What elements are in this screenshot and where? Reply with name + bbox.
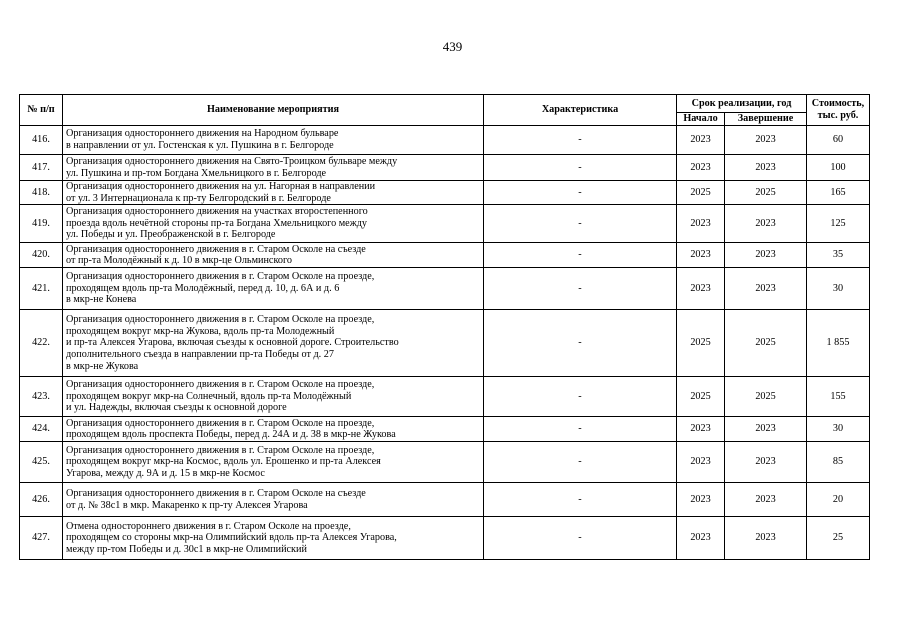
measure-name-line: проходящем вокруг мкр-на Солнечный, вдоль пр-та Молодёжный [66, 390, 352, 402]
table-row [20, 126, 870, 155]
measure-name-line: от ул. 3 Интернационала к пр-ту Белгородский в г. Белгороде [66, 192, 331, 204]
measure-name [63, 205, 484, 243]
start-year: 2023 [677, 442, 725, 483]
measure-name-line: проходящем со стороны мкр-на Олимпийский вдоль пр-та Алексея Угарова, [66, 532, 397, 544]
header-start: Начало [677, 113, 725, 126]
table-row [20, 243, 870, 268]
end-year: 2023 [725, 483, 807, 517]
measure-name [63, 417, 484, 442]
header-row [20, 95, 870, 113]
end-year: 2023 [725, 205, 807, 243]
cost-value: 30 [807, 268, 870, 310]
measure-name-line: Угарова, между д. 9А и д. 15 в мкр-не Космос [66, 467, 265, 479]
measure-name-line: проходящем вокруг мкр-на Космос, вдоль ул. Ерошенко и пр-та Алексея [66, 456, 381, 468]
row-number: 426. [20, 483, 63, 517]
measure-name-line: Организация одностороннего движения в г. Старом Осколе на проезде, [66, 271, 375, 283]
start-year: 2023 [677, 483, 725, 517]
header-name: Наименование мероприятия [63, 95, 484, 126]
measure-name-line: Организация одностороннего движения на Свято-Троицком бульваре между [66, 155, 398, 167]
characteristic: - [484, 126, 677, 155]
measure-name-line: Организация одностороннего движения в г. Старом Осколе на проезде, [66, 444, 375, 456]
measure-name [63, 442, 484, 483]
cost-value: 25 [807, 517, 870, 560]
measures-table [19, 94, 870, 560]
start-year: 2023 [677, 417, 725, 442]
cost-value: 125 [807, 205, 870, 243]
measure-name-line: Организация одностороннего движения в г. Старом Осколе на съезде [66, 243, 366, 255]
start-year: 2023 [677, 243, 725, 268]
table-row [20, 483, 870, 517]
measure-name [63, 268, 484, 310]
cost-value: 165 [807, 181, 870, 205]
characteristic: - [484, 517, 677, 560]
row-number: 419. [20, 205, 63, 243]
start-year: 2025 [677, 377, 725, 417]
measure-name-line: от пр-та Молодёжный к д. 10 в мкр-це Ольминского [66, 255, 292, 267]
end-year: 2023 [725, 417, 807, 442]
measure-name-line: дополнительного съезда в направлении пр-та Победы от д. 27 [66, 348, 334, 360]
end-year: 2023 [725, 517, 807, 560]
measure-name [63, 483, 484, 517]
measure-name [63, 310, 484, 377]
cost-value: 20 [807, 483, 870, 517]
measure-name-line: Организация одностороннего движения в г. Старом Осколе на проезде, [66, 314, 375, 326]
start-year: 2025 [677, 181, 725, 205]
header-num: № п/п [20, 95, 63, 126]
cost-value: 100 [807, 155, 870, 181]
start-year: 2025 [677, 310, 725, 377]
header-characteristic: Характеристика [484, 95, 677, 126]
row-number: 421. [20, 268, 63, 310]
measure-name-line: ул. Победы и ул. Преображенской в г. Белгороде [66, 229, 276, 241]
end-year: 2025 [725, 310, 807, 377]
measure-name [63, 126, 484, 155]
header-period: Срок реализации, год [677, 95, 807, 113]
table-row [20, 417, 870, 442]
cost-value: 85 [807, 442, 870, 483]
table-row [20, 517, 870, 560]
end-year: 2023 [725, 126, 807, 155]
header-cost: Стоимость, тыс. руб. [807, 95, 870, 126]
characteristic: - [484, 483, 677, 517]
measure-name-line: Организация одностороннего движения в г. Старом Осколе на проезде, [66, 417, 375, 429]
start-year: 2023 [677, 126, 725, 155]
measure-name-line: проходящем вокруг мкр-на Жукова, вдоль пр-та Молодежный [66, 325, 335, 337]
measure-name-line: ул. Пушкина и пр-том Богдана Хмельницкого в г. Белгороде [66, 167, 327, 179]
cost-value: 1 855 [807, 310, 870, 377]
characteristic: - [484, 268, 677, 310]
characteristic: - [484, 417, 677, 442]
row-number: 420. [20, 243, 63, 268]
measure-name-line: Организация одностороннего движения в г. Старом Осколе на съезде [66, 488, 366, 500]
measure-name [63, 155, 484, 181]
end-year: 2023 [725, 442, 807, 483]
end-year: 2023 [725, 268, 807, 310]
page-number: 439 [442, 39, 463, 54]
start-year: 2023 [677, 517, 725, 560]
measure-name [63, 243, 484, 268]
row-number: 425. [20, 442, 63, 483]
row-number: 418. [20, 181, 63, 205]
start-year: 2023 [677, 268, 725, 310]
characteristic: - [484, 181, 677, 205]
cost-value: 60 [807, 126, 870, 155]
measure-name-line: Организация одностороннего движения в г. Старом Осколе на проезде, [66, 379, 375, 391]
table-body [20, 126, 870, 560]
table-row [20, 442, 870, 483]
table-row [20, 205, 870, 243]
row-number: 422. [20, 310, 63, 377]
measure-name-line: проходящем вдоль пр-та Молодёжный, перед д. 10, д. 6А и д. 6 [66, 282, 340, 294]
row-number: 424. [20, 417, 63, 442]
header-end: Завершение [725, 113, 807, 126]
characteristic: - [484, 377, 677, 417]
cost-value: 30 [807, 417, 870, 442]
cost-value: 35 [807, 243, 870, 268]
cost-value: 155 [807, 377, 870, 417]
row-number: 427. [20, 517, 63, 560]
table-row [20, 268, 870, 310]
table-row [20, 155, 870, 181]
measure-name-line: Организация одностороннего движения на ул. Нагорная в направлении [66, 181, 376, 192]
measure-name-line: Организация одностороннего движения на участках второстепенного [66, 206, 368, 218]
measure-name-line: в мкр-не Жукова [66, 360, 139, 372]
measure-name-line: между пр-том Победы и д. 30с1 в мкр-не Олимпийский [66, 543, 307, 555]
measure-name-line: от д. № 38с1 в мкр. Макаренко к пр-ту Алексея Угарова [66, 499, 308, 511]
measure-name [63, 181, 484, 205]
measure-name [63, 377, 484, 417]
measure-name-line: и пр-та Алексея Угарова, включая съезды к основной дороге. Строительство [66, 337, 399, 349]
row-number: 417. [20, 155, 63, 181]
start-year: 2023 [677, 205, 725, 243]
end-year: 2025 [725, 181, 807, 205]
measure-name [63, 517, 484, 560]
table-row [20, 310, 870, 377]
characteristic: - [484, 243, 677, 268]
measure-name-line: в направлении от ул. Гостенская к ул. Пушкина в г. Белгороде [66, 140, 334, 151]
measure-name-line: в мкр-не Конева [66, 294, 137, 306]
characteristic: - [484, 310, 677, 377]
measure-name-line: и ул. Надежды, включая съезды к основной дороге [66, 402, 287, 414]
start-year: 2023 [677, 155, 725, 181]
measure-name-line: проходящем вдоль проспекта Победы, перед д. 24А и д. 38 в мкр-не Жукова [66, 429, 396, 441]
end-year: 2023 [725, 243, 807, 268]
characteristic: - [484, 442, 677, 483]
measure-name-line: Отмена одностороннего движения в г. Старом Осколе на проезде, [66, 520, 351, 532]
end-year: 2025 [725, 377, 807, 417]
row-number: 423. [20, 377, 63, 417]
table-row [20, 377, 870, 417]
measure-name-line: проезда вдоль нечётной стороны пр-та Богдана Хмельницкого между [66, 217, 368, 229]
row-number: 416. [20, 126, 63, 155]
characteristic: - [484, 155, 677, 181]
end-year: 2023 [725, 155, 807, 181]
characteristic: - [484, 205, 677, 243]
measure-name-line: Организация одностороннего движения на Народном бульваре [66, 128, 339, 140]
table-row [20, 181, 870, 205]
